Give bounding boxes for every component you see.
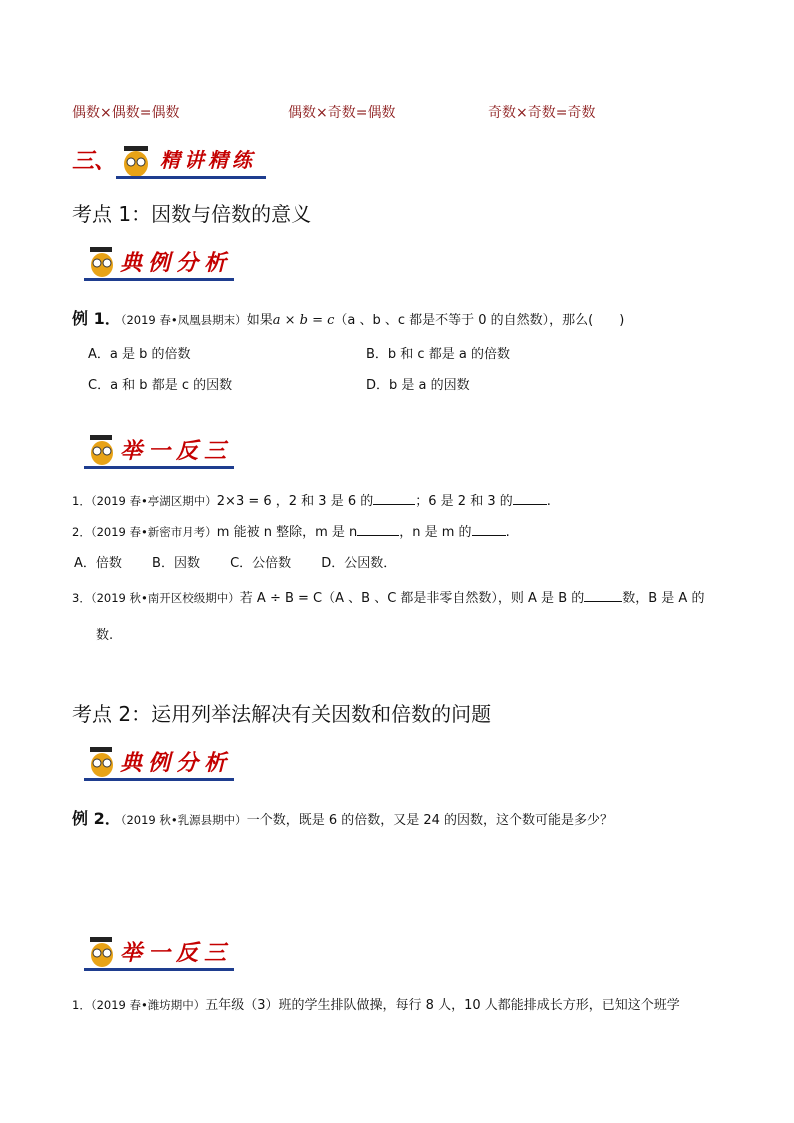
practice-banner-text: 举一反三	[120, 940, 233, 966]
practice-text: .	[505, 525, 510, 540]
example-banner-text: 典例分析	[120, 250, 233, 276]
banner-underline	[84, 466, 234, 469]
answer-blank	[373, 492, 415, 505]
example1-formula: a × b = c	[272, 313, 335, 328]
mascot-icon	[84, 932, 120, 970]
answer-blank	[357, 523, 399, 536]
section-banner-text: 精讲精练	[160, 148, 256, 172]
example2-text: 一个数，既是 6 的倍数，又是 24 的因数，这个数可能是多少？	[246, 813, 614, 828]
practice-text: 五年级（3）班的学生排队做操，每行 8 人，10 人都能排成长方形，已知这个班学	[205, 998, 680, 1013]
mascot-icon	[84, 742, 120, 780]
practice-banner	[84, 930, 244, 972]
example-banner	[84, 740, 244, 782]
example1-option-c: C．a 和 b 都是 c 的因数	[88, 378, 233, 393]
mascot-icon	[84, 242, 120, 280]
example1-question	[72, 306, 624, 329]
example1-option-a: A．a 是 b 的倍数	[88, 347, 191, 362]
section-banner-prefix: 三、	[72, 148, 117, 174]
example1-stem-b: （a 、b 、c 都是不等于 0 的自然数），那么( )	[334, 313, 625, 328]
parity-rule-odd-odd: 奇数×奇数=奇数	[488, 105, 596, 121]
topic1-title: 考点 1：因数与倍数的意义	[72, 202, 312, 226]
answer-blank	[584, 589, 622, 602]
example2-label: 例 2．	[72, 809, 121, 828]
banner-underline	[84, 778, 234, 781]
section-banner	[72, 138, 272, 180]
mascot-icon	[84, 430, 120, 468]
example1-label: 例 1．	[72, 309, 121, 328]
practice-text: 数，B 是 A 的	[622, 591, 705, 606]
example2-source: （2019 秋•乳源县期中）	[120, 813, 247, 827]
practice1-item2	[72, 521, 510, 540]
example1-source: （2019 春•凤凰县期末）	[120, 313, 247, 327]
practice1-item1	[72, 490, 551, 509]
practice-text: 若 A ÷ B = C（A 、B 、C 都是非零自然数），则 A 是 B 的	[239, 591, 585, 606]
topic2-title: 考点 2：运用列举法解决有关因数和倍数的问题	[72, 702, 492, 726]
practice1-item2-choices: A．倍数 B．因数 C．公倍数 D．公因数．	[74, 556, 397, 571]
example2-question	[72, 806, 613, 829]
example1-option-b: B．b 和 c 都是 a 的倍数	[366, 347, 510, 362]
practice-source: 2．（2019 春•新密市月考）	[72, 525, 217, 539]
answer-blank	[513, 492, 547, 505]
banner-underline	[84, 968, 234, 971]
practice-text: m 能被 n 整除，m 是 n	[216, 525, 358, 540]
practice-source: 1．（2019 春•亭湖区期中）	[72, 494, 217, 508]
banner-underline	[84, 278, 234, 281]
example-banner-text: 典例分析	[120, 750, 233, 776]
practice-text: ；6 是 2 和 3 的	[415, 494, 513, 509]
banner-underline	[116, 176, 266, 179]
practice-source: 1．（2019 春•潍坊期中）	[72, 998, 206, 1012]
mascot-icon	[116, 140, 156, 180]
example-banner	[84, 240, 244, 282]
example1-option-d: D．b 是 a 的因数	[366, 378, 470, 393]
practice-text: ，n 是 m 的	[399, 525, 472, 540]
example1-stem-a: 如果	[246, 313, 273, 328]
practice-banner-text: 举一反三	[120, 438, 233, 464]
parity-rule-even-odd: 偶数×奇数=偶数	[288, 105, 396, 121]
practice-source: 3．（2019 秋•南开区校级期中）	[72, 591, 240, 605]
practice2-item1	[72, 994, 680, 1013]
parity-rule-even-even: 偶数×偶数=偶数	[72, 105, 180, 121]
practice-banner	[84, 428, 244, 470]
practice1-item3	[72, 587, 704, 606]
practice1-item3-cont: 数.	[96, 628, 114, 643]
practice-text: .	[546, 494, 551, 509]
practice-text: 2×3 = 6 ，2 和 3 是 6 的	[216, 494, 374, 509]
answer-blank	[472, 523, 506, 536]
